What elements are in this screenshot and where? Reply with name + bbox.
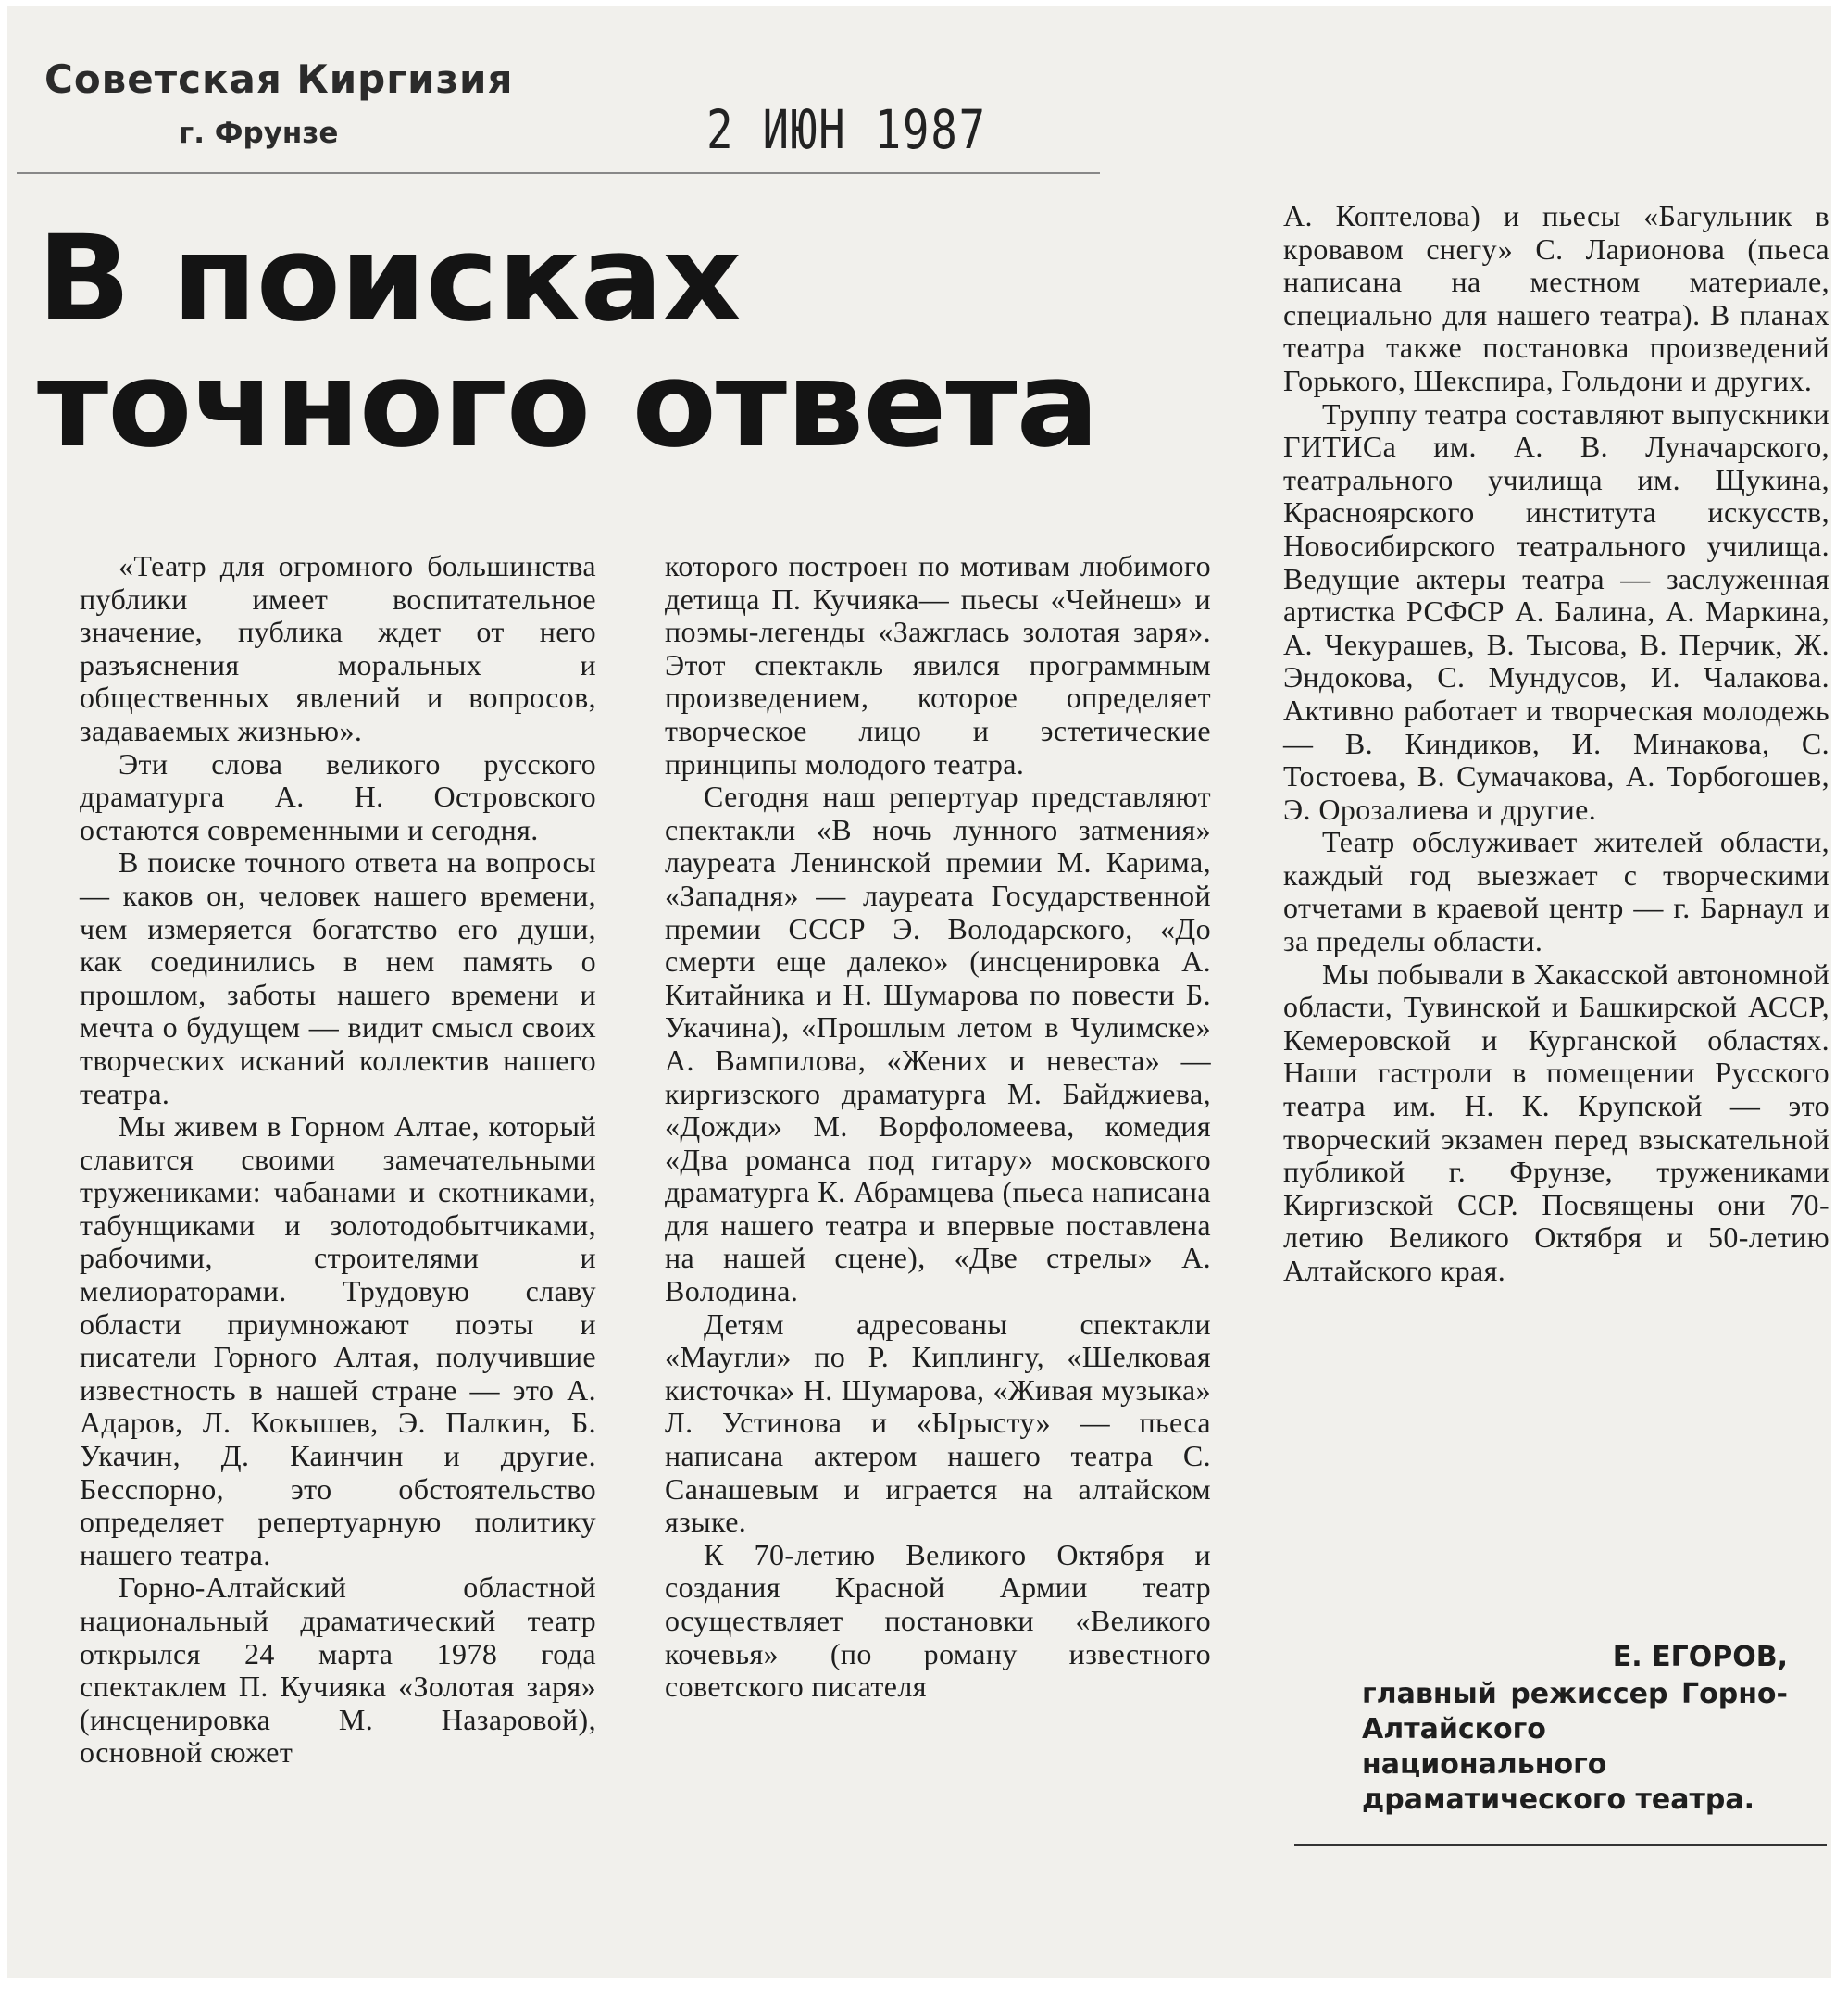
paragraph: Детям адресованы спектакли «Маугли» по Р. Киплингу, «Шелковая кисточка» Н. Шумарова, «Живая музыка» Л. Устинова и «Ырысту» — пьеса написана актером нашего театра С. Санашевым и играется на алтайском языке.: [665, 1307, 1211, 1539]
author-signature: [1362, 1640, 1788, 1818]
author-role: главный режиссер Горно-Алтайского национального драматического театра.: [1362, 1678, 1788, 1816]
paragraph: В поиске точного ответа на вопросы — каков он, человек нашего времени, чем измеряется богатство его души, как соединились в нем память о прошлом, заботы нашего времени и мечта о будущем — видит смысл своих творческих исканий коллектив нашего театра.: [80, 845, 596, 1110]
author-name: Е. ЕГОРОВ,: [1612, 1641, 1788, 1673]
paragraph: Сегодня наш репертуар представляют спектакли «В ночь лунного затмения» лауреата Ленинской премии М. Карима, «Западня» — лауреата Государственной премии СССР Э. Володарского, «До смерти еще далеко» (инсценировка А. Китайника и Н. Шумарова по повести Б. Укачина), «Прошлым летом в Чулимске» А. Вампилова, «Жених и невеста» — киргизского драматурга М. Байджиева, «Дожди» М. Ворфоломеева, комедия «Два романса под гитару» московского драматурга К. Абрамцева (пьеса написана для нашего театра и впервые поставлена на нашей сцене), «Две стрелы» А. Володина.: [665, 780, 1211, 1308]
paragraph-continuation: А. Коптелова) и пьесы «Багульник в кровавом снегу» С. Ларионова (пьеса написана на местном материале, специально для нашего театра). В планах театра также постановка произведений Горького, Шекспира, Гольдони и других.: [1283, 199, 1829, 397]
end-rule: [1294, 1844, 1827, 1846]
paragraph: «Театр для огромного большинства публики имеет воспитательное значение, публика ждет от него разъяснения моральных и общественных явлений и вопросов, задаваемых жизнью».: [80, 549, 596, 747]
headline-line-1: В поисках: [37, 210, 742, 348]
text-column-1: [80, 550, 596, 1770]
city-stamp: г. Фрунзе: [179, 117, 339, 150]
article-headline: [37, 210, 1289, 474]
date-stamp: 2 ИЮН 1987: [706, 98, 987, 161]
stamp-divider: [17, 172, 1100, 174]
paragraph: Эти слова великого русского драматурга А. Н. Островского остаются современными и сегодня.: [80, 746, 596, 846]
text-column-2: [665, 550, 1211, 1704]
newspaper-clipping: [7, 6, 1831, 1978]
paragraph: Горно-Алтайский областной национальный драматический театр открылся 24 марта 1978 года спектаклем П. Кучияка «Золотая заря» (инсценировка М. Назаровой), основной сюжет: [80, 1570, 596, 1770]
paragraph: Труппу театра составляют выпускники ГИТИСа им. А. В. Луначарского, театрального училища им. Щукина, Красноярского института искусств, Новосибирского театрального училища. Ведущие актеры театра — заслуженная артистка РСФСР А. Балина, А. Маркина, А. Чекурашев, В. Тысова, В. Перчик, Ж. Эндокова, С. Мундусов, И. Чалакова. Активно работает и творческая молодежь — В. Киндиков, И. Минакова, С. Тостоева, В. Сумачакова, А. Торбогошев, Э. Орозалиева и другие.: [1283, 396, 1829, 826]
paragraph: Театр обслуживает жителей области, каждый год выезжает с творческими отчетами в краевой центр — г. Барнаул и за пределы области.: [1283, 825, 1829, 958]
paragraph-continuation: которого построен по мотивам любимого детища П. Кучияка— пьесы «Чейнеш» и поэмы-легенды «Зажглась золотая заря». Этот спектакль явился программным произведением, которое определяет творческое лицо и эстетические принципы молодого театра.: [665, 549, 1211, 781]
paragraph: К 70-летию Великого Октября и создания Красной Армии театр осуществляет постановки «Великого кочевья» (по роману известного советского писателя: [665, 1537, 1211, 1704]
headline-line-2: точного ответа: [37, 336, 1099, 474]
text-column-3: [1283, 200, 1829, 1288]
paragraph: Мы живем в Горном Алтае, который славится своими замечательными тружениками: чабанами и скотниками, табунщиками и золотодобытчиками, рабочими, строителями и мелиораторами. Трудовую славу области приумножают поэты и писатели Горного Алтая, получившие известность в нашей стране — это А. Адаров, Л. Кокышев, Э. Палкин, Б. Укачин, Д. Каинчин и другие. Бесспорно, это обстоятельство определяет репертуарную политику нашего театра.: [80, 1109, 596, 1571]
newspaper-name-stamp: Советская Киргизия: [44, 56, 514, 102]
paragraph: Мы побывали в Хакасской автономной области, Тувинской и Башкирской АССР, Кемеровской и Курганской областях. Наши гастроли в помещении Русского театра им. Н. К. Крупской — это творческий экзамен перед взыскательной публикой г. Фрунзе, тружениками Киргизской ССР. Посвящены они 70-летию Великого Октября и 50-летию Алтайского края.: [1283, 957, 1829, 1287]
